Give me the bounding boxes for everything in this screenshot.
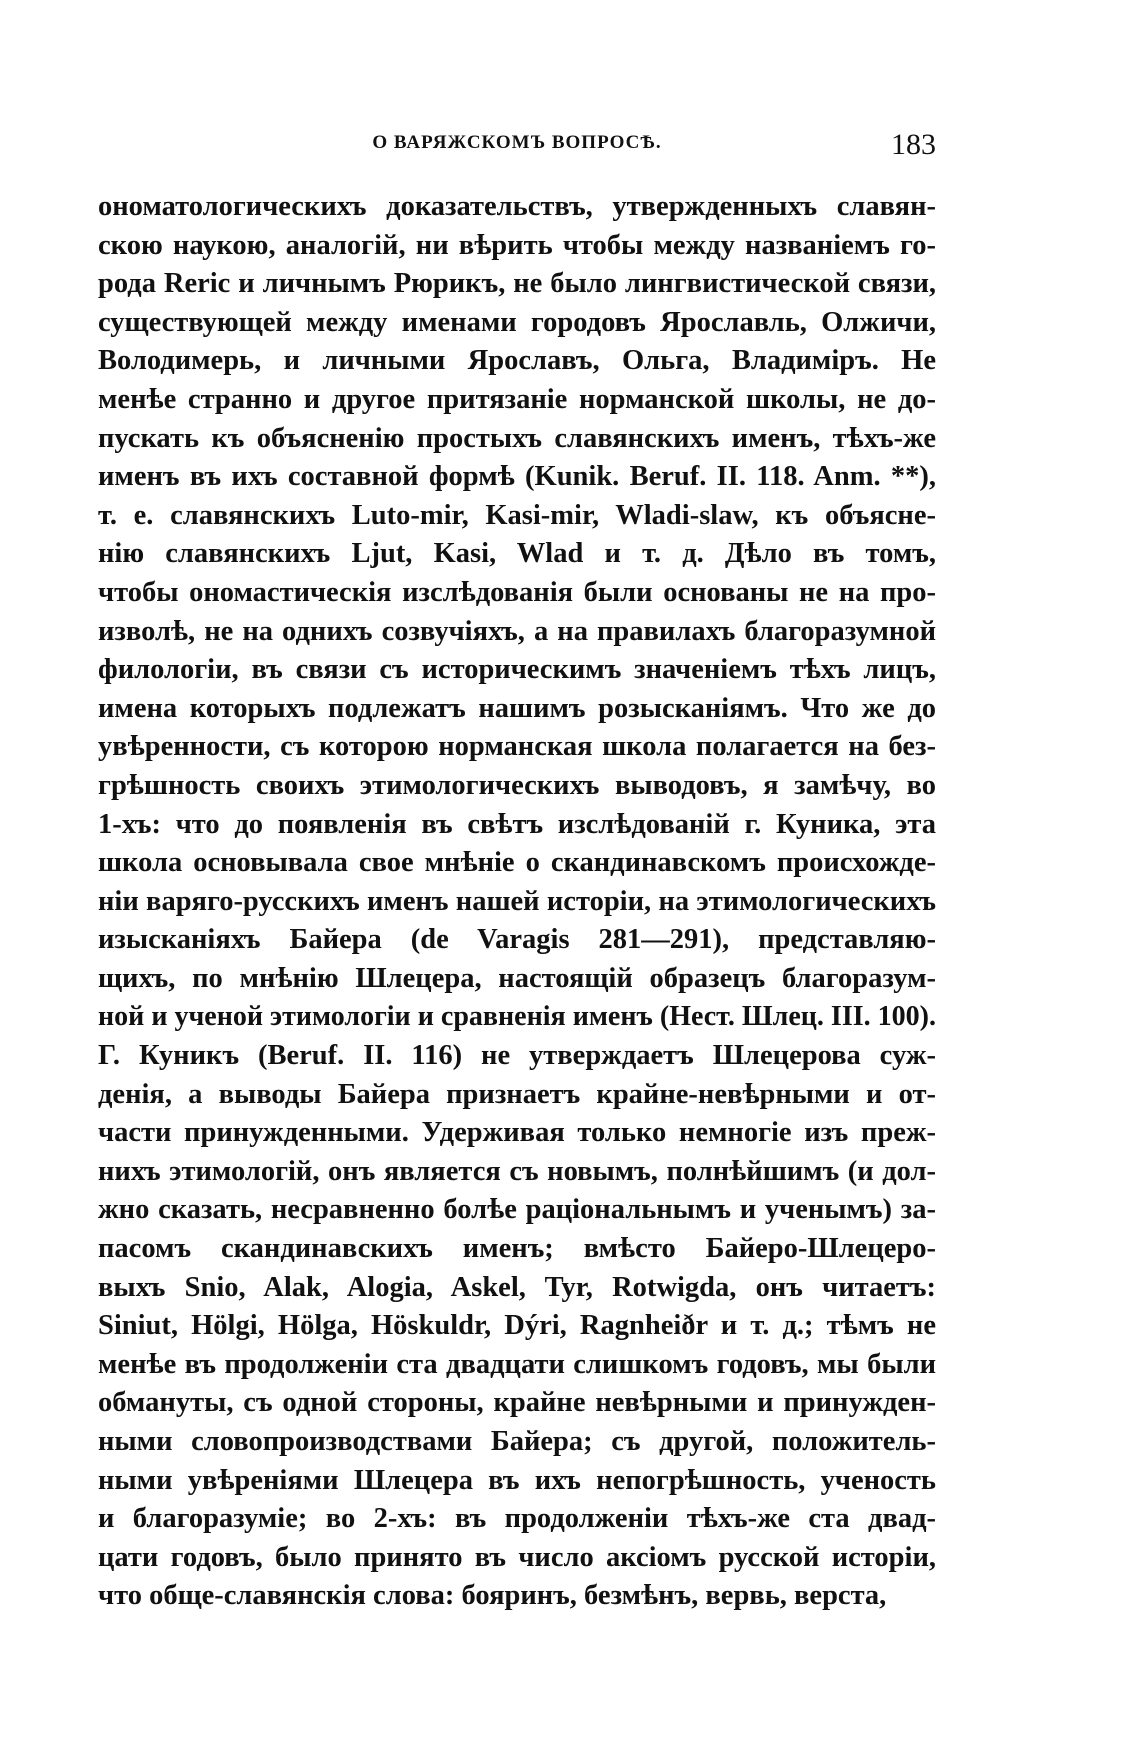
- text-line: имена которыхъ подлежатъ нашимъ розысканіямъ. Что же до: [98, 692, 936, 724]
- text-line: изысканіяхъ Байера (de Varagis 281—291), представляю-: [98, 924, 936, 956]
- text-line: части принужденными. Удерживая только немногіе изъ преж-: [98, 1117, 936, 1149]
- text-line: 1-хъ: что до появленія въ свѣтъ изслѣдованій г. Куника, эта: [98, 808, 936, 840]
- text-line: менѣе въ продолженіи ста двадцати слишкомъ годовъ, мы были: [98, 1348, 936, 1380]
- text-line: школа основывала свое мнѣніе о скандинавскомъ происхожде-: [98, 847, 936, 879]
- text-line: Володимерь, и личными Ярославъ, Ольга, Владиміръ. Не: [98, 345, 936, 377]
- text-line: щихъ, по мнѣнію Шлецера, настоящій образецъ благоразум-: [98, 962, 936, 994]
- text-line: цати годовъ, было принято въ число аксіомъ русской исторіи,: [98, 1541, 936, 1573]
- text-line: ными увѣреніями Шлецера въ ихъ непогрѣшность, ученость: [98, 1464, 936, 1496]
- text-line: скою наукою, аналогій, ни вѣрить чтобы между названіемъ го-: [98, 229, 936, 261]
- body-text: [98, 188, 936, 1616]
- text-line: обмануты, съ одной стороны, крайне невѣрными и принужден-: [98, 1387, 936, 1419]
- page-number: 183: [891, 128, 936, 161]
- text-line: пасомъ скандинавскихъ именъ; вмѣсто Байеро-Шлецеро-: [98, 1233, 936, 1265]
- text-line: денія, а выводы Байера признаетъ крайне-невѣрными и от-: [98, 1078, 936, 1110]
- text-line: т. е. славянскихъ Luto-mir, Kasi-mir, Wladi-slaw, къ объясне-: [98, 499, 936, 531]
- text-line: чтобы ономастическія изслѣдованія были основаны не на про-: [98, 576, 936, 608]
- text-line: существующей между именами городовъ Ярославль, Олжичи,: [98, 306, 936, 338]
- text-line: нію славянскихъ Ljut, Kasi, Wlad и т. д. Дѣло въ томъ,: [98, 538, 936, 570]
- text-line: увѣренности, съ которою норманская школа полагается на без-: [98, 731, 936, 763]
- running-title: О ВАРЯЖСКОМЪ ВОПРОСѢ.: [372, 132, 662, 153]
- text-line: ной и ученой этимологіи и сравненія именъ (Нест. Шлец. III. 100).: [98, 1001, 936, 1033]
- text-line: Siniut, Hölgi, Hölga, Höskuldr, Dýri, Ragnheiðr и т. д.; тѣмъ не: [98, 1310, 936, 1342]
- text-line: ніи варяго-русскихъ именъ нашей исторіи, на этимологическихъ: [98, 885, 936, 917]
- text-line: Г. Куникъ (Beruf. II. 116) не утверждаетъ Шлецерова суж-: [98, 1040, 936, 1072]
- text-line: выхъ Snio, Alak, Alogia, Askel, Tyr, Rotwigda, онъ читаетъ:: [98, 1271, 936, 1303]
- text-line: именъ въ ихъ составной формѣ (Kunik. Beruf. II. 118. Anm. **),: [98, 461, 936, 493]
- text-line: менѣе странно и другое притязаніе норманской школы, не до-: [98, 383, 936, 415]
- text-line: нихъ этимологій, онъ является съ новымъ, полнѣйшимъ (и дол-: [98, 1155, 936, 1187]
- text-line: ономатологическихъ доказательствъ, утвержденныхъ славян-: [98, 191, 936, 222]
- page-header: [98, 128, 936, 168]
- text-line: филологіи, въ связи съ историческимъ значеніемъ тѣхъ лицъ,: [98, 654, 936, 686]
- text-line: грѣшность своихъ этимологическихъ выводовъ, я замѣчу, во: [98, 769, 936, 801]
- text-line: ными словопроизводствами Байера; съ другой, положитель-: [98, 1426, 936, 1457]
- text-line: изволѣ, не на однихъ созвучіяхъ, а на правилахъ благоразумной: [98, 615, 936, 647]
- text-line: пускать къ объясненію простыхъ славянскихъ именъ, тѣхъ-же: [98, 422, 936, 454]
- text-line: что обще-славянскія слова: бояринъ, безмѣнъ, вервь, верста,: [98, 1580, 887, 1612]
- text-line: и благоразуміе; во 2-хъ: въ продолженіи тѣхъ-же ста двад-: [98, 1503, 936, 1535]
- text-line: жно сказать, несравненно болѣе раціональнымъ и ученымъ) за-: [98, 1194, 936, 1226]
- text-line: рода Reric и личнымъ Рюрикъ, не было лингвистической связи,: [98, 268, 936, 300]
